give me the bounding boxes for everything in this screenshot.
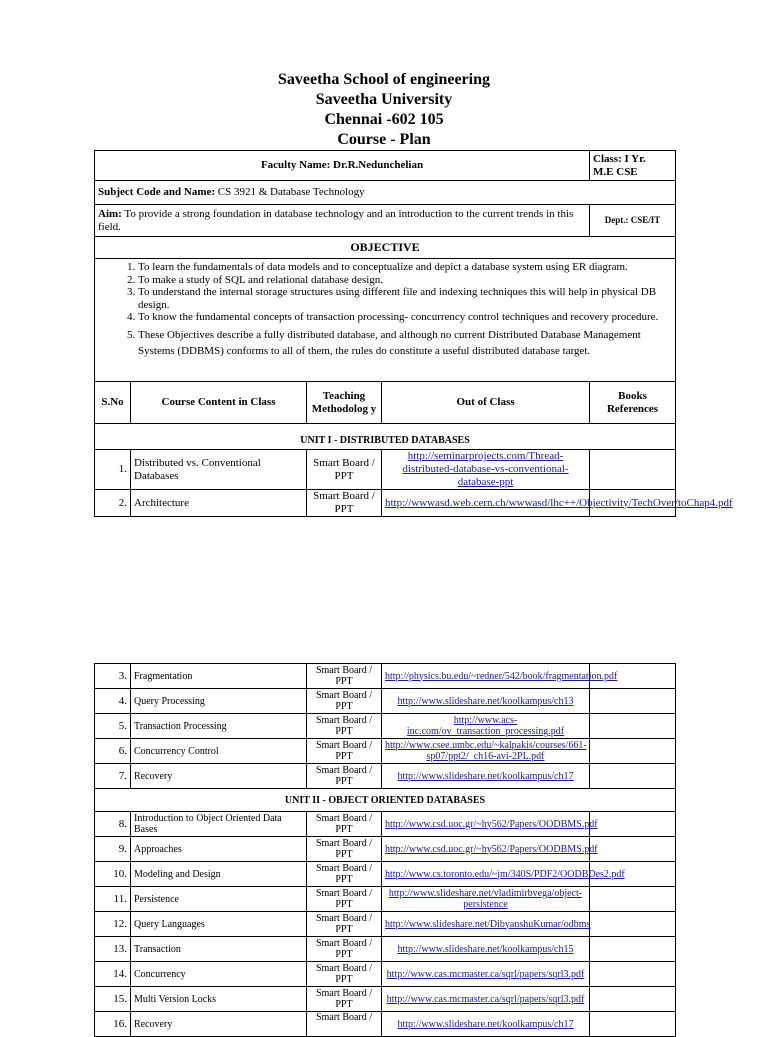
table-row: [95, 962, 676, 987]
dept-info: Dept.: CSE/IT: [590, 205, 676, 237]
row-books: [590, 739, 676, 764]
row-number: 14.: [95, 962, 131, 987]
reference-link[interactable]: http://www.slideshare.net/vladimirbvega/object-persistence: [388, 888, 583, 910]
row-method: Smart Board / PPT: [307, 862, 382, 887]
class-year: Class: I Yr.: [593, 152, 646, 165]
table-row: [95, 937, 676, 962]
objectives-cell: [95, 259, 676, 382]
class-info: [590, 151, 676, 181]
row-number: 5.: [95, 714, 131, 739]
unit-heading-row: [95, 789, 676, 812]
reference-link[interactable]: http://www.cs.toronto.edu/~jm/340S/PDF2/OODBDes2.pdf: [385, 868, 625, 880]
table-row: [95, 912, 676, 937]
row-books: [590, 887, 676, 912]
reference-link[interactable]: http://www.slideshare.net/koolkampus/ch17: [397, 770, 574, 782]
column-header-row: [95, 382, 676, 424]
row-books: [590, 450, 676, 490]
reference-link[interactable]: http://www.csee.umbc.edu/~kalpakis/courses/661-sp07/ppt2/_ch16-avi-2PL.pdf: [385, 740, 587, 762]
row-books: [590, 837, 676, 862]
row-method: Smart Board / PPT: [307, 837, 382, 862]
row-link-cell: [382, 490, 733, 517]
table-row: [95, 764, 676, 789]
row-content: Introduction to Object Oriented Data Bases: [131, 812, 307, 837]
row-number: 10.: [95, 862, 131, 887]
row-content: Recovery: [131, 1012, 307, 1037]
row-method: Smart Board / PPT: [307, 937, 382, 962]
row-link-cell: [382, 937, 590, 962]
row-content: Query Languages: [131, 912, 307, 937]
table-row: [95, 887, 676, 912]
row-number: 13.: [95, 937, 131, 962]
reference-link[interactable]: http://www.slideshare.net/koolkampus/ch15: [397, 943, 574, 955]
row-link-cell: [382, 837, 598, 862]
table-row: [95, 714, 676, 739]
row-link-cell: [382, 887, 590, 912]
row-content: Transaction: [131, 937, 307, 962]
row-number: 2.: [95, 490, 131, 517]
reference-link[interactable]: http://physics.bu.edu/~redner/542/book/fragmentation.pdf: [385, 670, 618, 682]
row-books: [590, 912, 676, 937]
objective-item: 3. To understand the internal storage structures using different file and indexing techniques this will help in physical DB design.: [138, 286, 672, 311]
row-number: 16.: [95, 1012, 131, 1037]
table-row: [95, 689, 676, 714]
row-method: Smart Board / PPT: [307, 887, 382, 912]
row-books: [590, 962, 676, 987]
row-content: Modeling and Design: [131, 862, 307, 887]
objective-item: 5. These Objectives describe a fully distributed database, and although no current Distributed Database Management Systems (DDBMS) conforms to all of them, the rules do constitute a useful distributed database target.: [138, 327, 672, 359]
row-method: Smart Board / PPT: [307, 764, 382, 789]
row-books: [590, 987, 676, 1012]
row-content: Architecture: [131, 490, 307, 517]
col-header-sno: S.No: [95, 382, 131, 424]
table-row: [95, 987, 676, 1012]
row-content: Multi Version Locks: [131, 987, 307, 1012]
row-link-cell: [382, 764, 590, 789]
table-row: [95, 450, 676, 490]
table-row: [95, 664, 676, 689]
unit-heading-row: [95, 424, 676, 450]
row-method: Smart Board / PPT: [307, 812, 382, 837]
reference-link[interactable]: http://www.cas.mcmaster.ca/sqrl/papers/sqrl3.pdf: [386, 968, 585, 980]
row-link-cell: [382, 714, 590, 739]
row-method: Smart Board / PPT: [307, 739, 382, 764]
row-content: Recovery: [131, 764, 307, 789]
row-number: 4.: [95, 689, 131, 714]
row-number: 1.: [95, 450, 131, 490]
row-method: Smart Board /: [307, 1012, 382, 1037]
table-row: [95, 837, 676, 862]
row-method: Smart Board / PPT: [307, 664, 382, 689]
row-method: Smart Board / PPT: [307, 987, 382, 1012]
row-content: Query Processing: [131, 689, 307, 714]
document-title: Course - Plan: [337, 131, 431, 148]
row-number: 12.: [95, 912, 131, 937]
reference-link[interactable]: http://seminarprojects.com/Thread-distributed-database-vs-conventional-database-ppt: [402, 450, 569, 488]
col-header-teaching: Teaching Methodolog y: [307, 382, 382, 424]
reference-link[interactable]: http://www.csd.uoc.gr/~hy562/Papers/OODBMS.pdf: [385, 818, 598, 830]
row-number: 6.: [95, 739, 131, 764]
row-content: Distributed vs. Conventional Databases: [131, 450, 307, 490]
reference-link[interactable]: http://www.acs-inc.com/ov_transaction_processing.pdf: [406, 715, 565, 737]
col-header-books: Books References: [590, 382, 676, 424]
row-method: Smart Board / PPT: [307, 962, 382, 987]
reference-link[interactable]: http://www.slideshare.net/koolkampus/ch13: [397, 695, 574, 707]
row-method: Smart Board / PPT: [307, 689, 382, 714]
row-books: [590, 937, 676, 962]
row-link-cell: [382, 912, 590, 937]
subject-cell: [95, 181, 676, 205]
row-method: Smart Board / PPT: [307, 490, 382, 517]
row-books: [590, 764, 676, 789]
row-number: 7.: [95, 764, 131, 789]
reference-link[interactable]: http://www.cas.mcmaster.ca/sqrl/papers/sqrl3.pdf: [386, 993, 585, 1005]
subject-label: Subject Code and Name:: [98, 186, 216, 198]
row-content: Concurrency Control: [131, 739, 307, 764]
row-books: [590, 714, 676, 739]
row-content: Approaches: [131, 837, 307, 862]
table-row: [95, 862, 676, 887]
row-link-cell: [382, 739, 590, 764]
objective-item: 2. To make a study of SQL and relational database design.: [138, 274, 672, 287]
aim-text: To provide a strong foundation in database technology and an introduction to the current trends in this field.: [98, 207, 574, 233]
row-books: [590, 812, 676, 837]
objective-heading-row: [95, 237, 676, 259]
col-header-out-of-class: Out of Class: [382, 382, 590, 424]
row-content: Persistence: [131, 887, 307, 912]
row-number: 11.: [95, 887, 131, 912]
row-number: 8.: [95, 812, 131, 837]
table-row: [95, 812, 676, 837]
document-header: [0, 70, 768, 150]
row-link-cell: [382, 812, 598, 837]
reference-link[interactable]: http://www.slideshare.net/DibyanshuKumar/odbms: [385, 918, 591, 930]
row-books: [590, 1012, 676, 1037]
unit1-title: UNIT I - DISTRIBUTED DATABASES: [95, 424, 676, 450]
unit2-title: UNIT II - OBJECT ORIENTED DATABASES: [95, 789, 676, 812]
university-name: Saveetha University: [315, 91, 453, 108]
aim-cell: [95, 205, 590, 237]
aim-label: Aim:: [98, 207, 122, 220]
row-number: 15.: [95, 987, 131, 1012]
faculty-row: [95, 151, 676, 181]
faculty-name: Faculty Name: Dr.R.Nedunchelian: [95, 151, 590, 181]
row-content: Transaction Processing: [131, 714, 307, 739]
objective-heading: OBJECTIVE: [95, 237, 676, 259]
aim-row: [95, 205, 676, 237]
class-program: M.E CSE: [593, 165, 638, 178]
row-content: Concurrency: [131, 962, 307, 987]
reference-link[interactable]: http://www.csd.uoc.gr/~hy562/Papers/OODBMS.pdf: [385, 843, 598, 855]
reference-link[interactable]: http://wwwasd.web.cern.ch/wwwasd/lhc++/Objectivity/TechOver/toChap4.pdf: [385, 496, 733, 509]
table-row: [95, 490, 676, 517]
reference-link[interactable]: http://www.slideshare.net/koolkampus/ch17: [397, 1018, 574, 1030]
table-row: [95, 739, 676, 764]
course-plan-table-page1: [94, 150, 733, 517]
objective-item: 1. To learn the fundamentals of data models and to conceptualize and depict a database system using ER diagram.: [138, 261, 672, 274]
row-number: 3.: [95, 664, 131, 689]
row-content: Fragmentation: [131, 664, 307, 689]
city-line: Chennai -602 105: [324, 111, 444, 128]
row-link-cell: [382, 664, 618, 689]
row-books: [590, 689, 676, 714]
objectives-row: [95, 259, 676, 382]
row-link-cell: [382, 450, 590, 490]
objective-item: 4. To know the fundamental concepts of transaction processing- concurrency control techniques and recovery procedure.: [138, 311, 672, 324]
row-link-cell: [382, 862, 625, 887]
row-method: Smart Board / PPT: [307, 714, 382, 739]
col-header-content: Course Content in Class: [131, 382, 307, 424]
objectives-list: [98, 261, 672, 359]
course-plan-table-page2: [94, 663, 676, 1037]
row-method: Smart Board / PPT: [307, 912, 382, 937]
subject-value: CS 3921 & Database Technology: [215, 186, 365, 198]
row-link-cell: [382, 1012, 590, 1037]
subject-row: [95, 181, 676, 205]
row-method: Smart Board / PPT: [307, 450, 382, 490]
row-link-cell: [382, 987, 590, 1012]
row-link-cell: [382, 962, 590, 987]
row-link-cell: [382, 689, 590, 714]
table-row: [95, 1012, 676, 1037]
row-number: 9.: [95, 837, 131, 862]
school-name: Saveetha School of engineering: [278, 71, 490, 88]
